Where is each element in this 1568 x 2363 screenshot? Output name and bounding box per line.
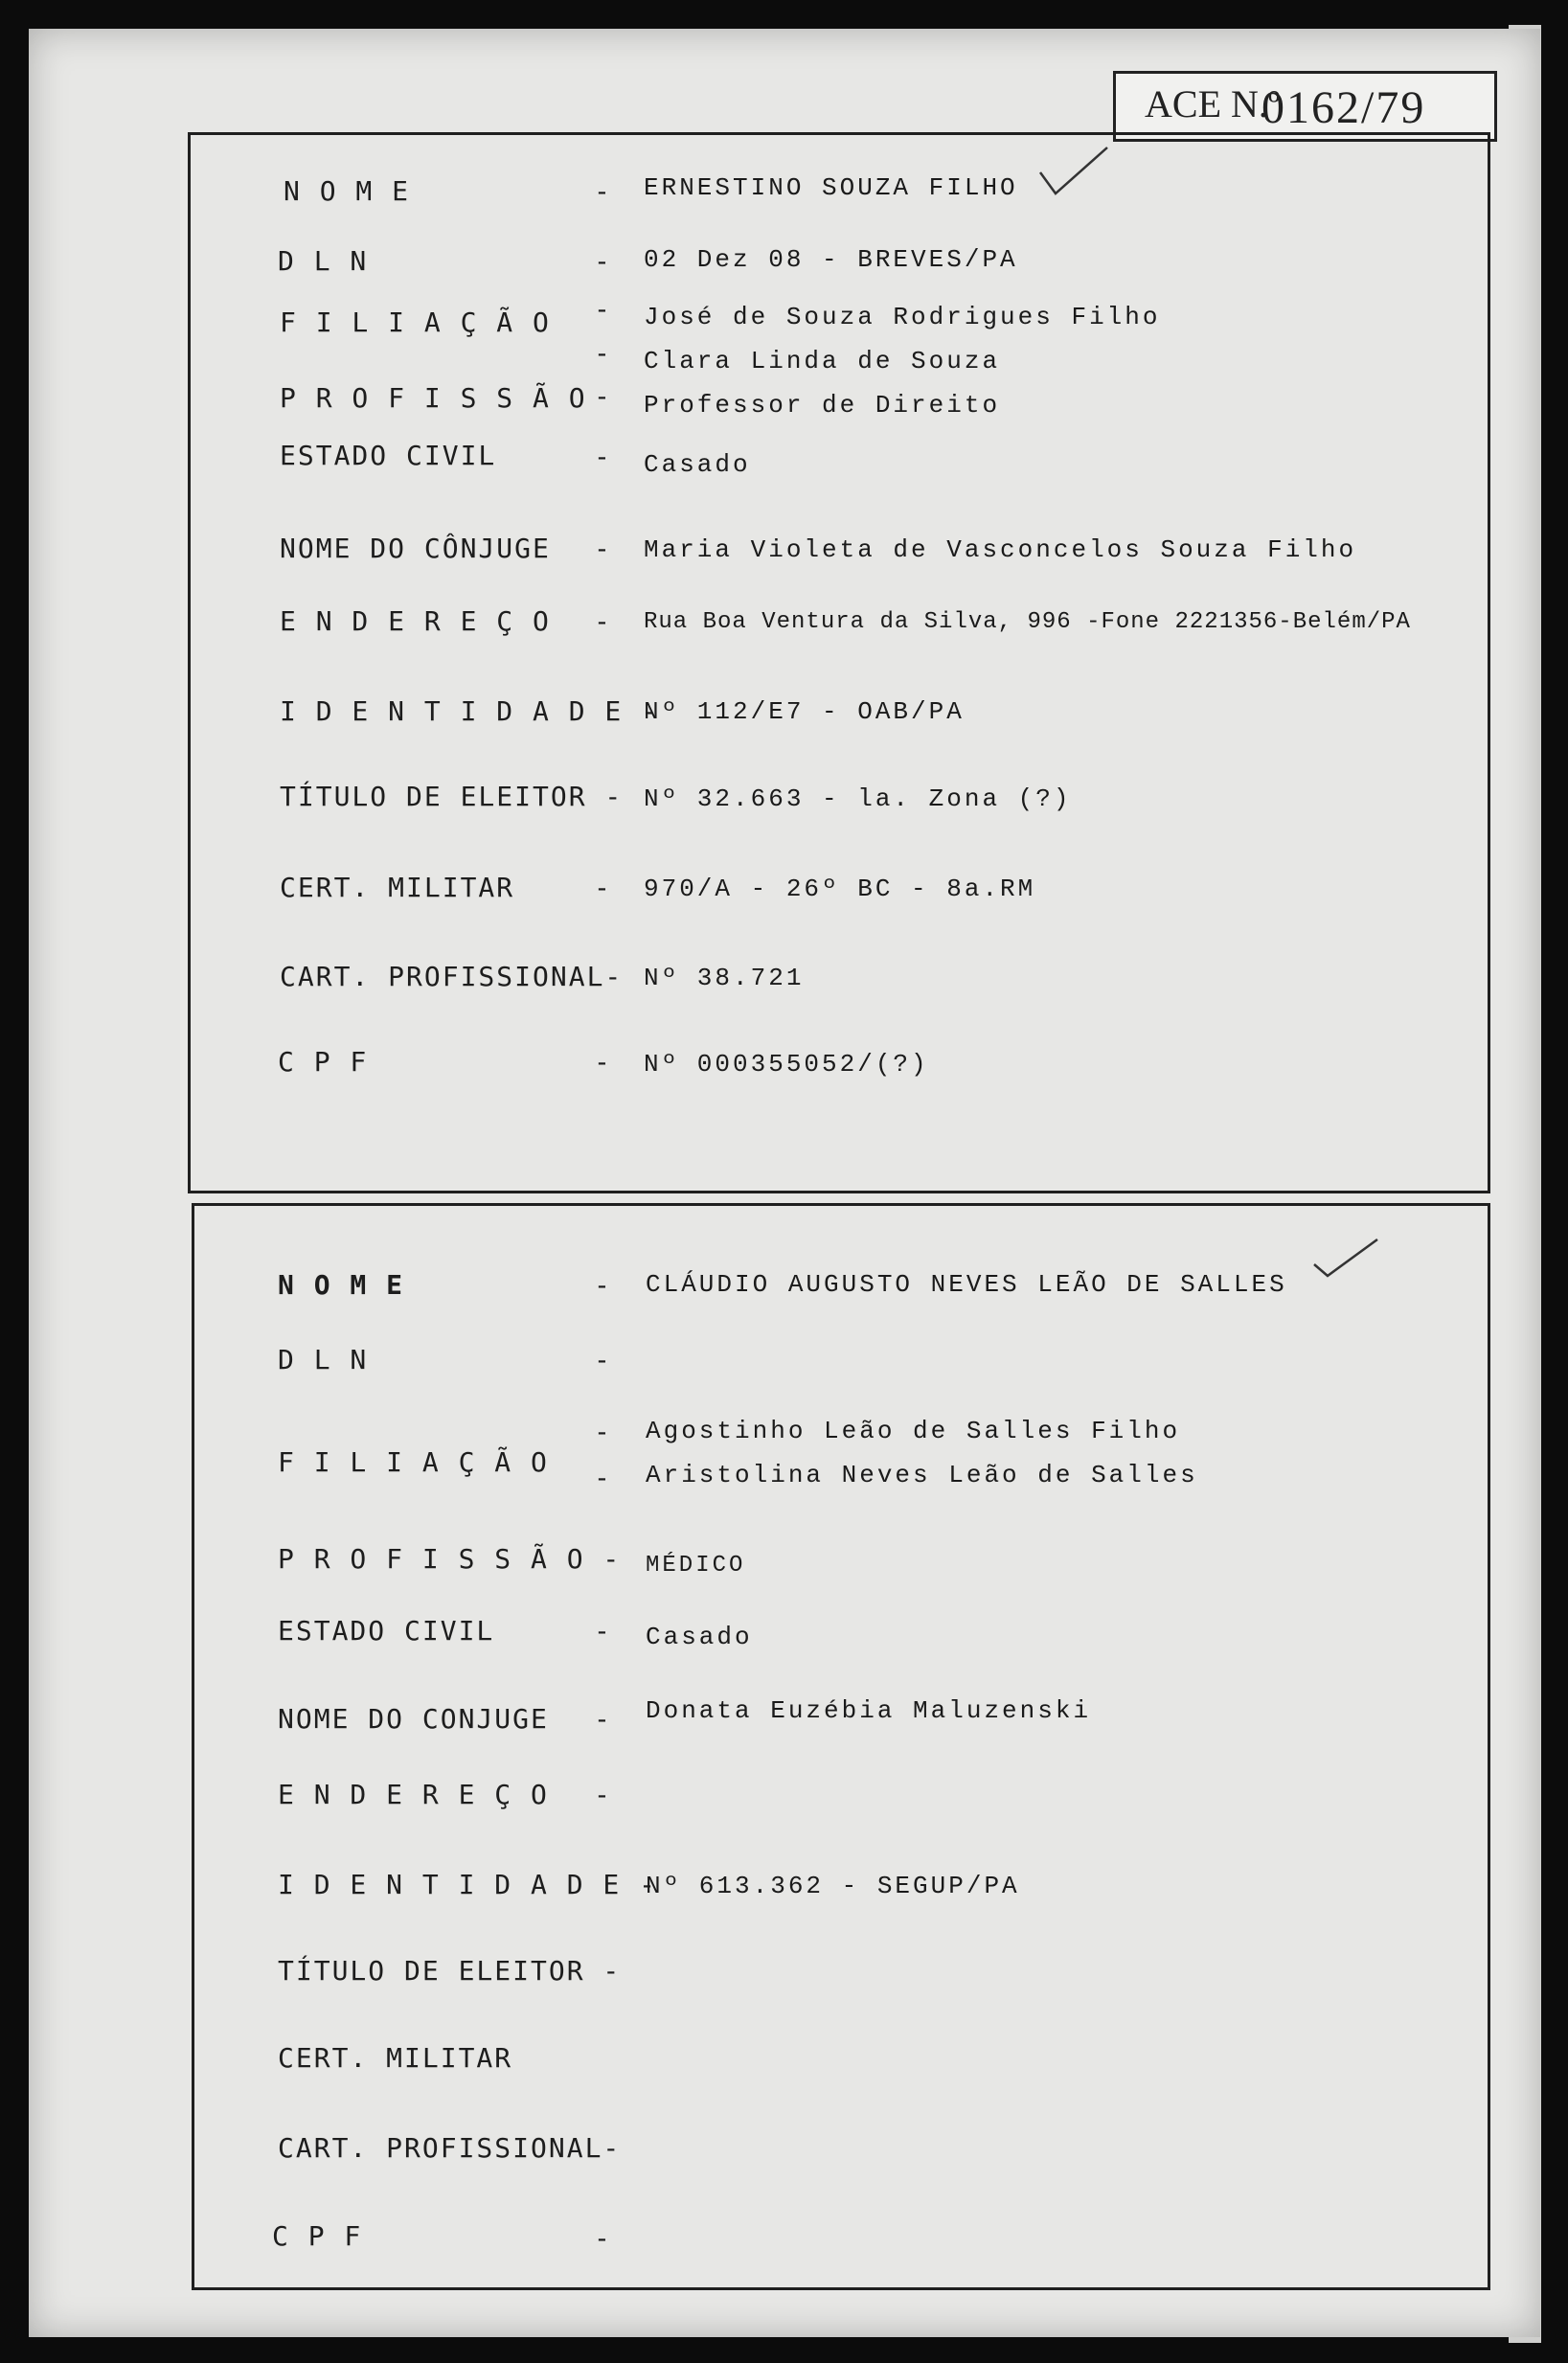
filiacao-value-1: José de Souza Rodrigues Filho	[644, 303, 1161, 331]
record-1-box	[188, 132, 1490, 1193]
ace-number-box	[1113, 71, 1497, 142]
estado-civil-value: Casado	[646, 1623, 753, 1651]
filiacao-label: F I L I A Ç Ã O	[280, 307, 551, 338]
ace-label: ACE N.º	[1145, 82, 1281, 125]
dash: -	[594, 1046, 610, 1078]
cert-militar-label: CERT. MILITAR	[280, 872, 515, 903]
identidade-value: Nº 613.362 - SEGUP/PA	[646, 1872, 1020, 1900]
cert-militar-label: CERT. MILITAR	[278, 2042, 513, 2074]
dash: -	[594, 1269, 610, 1301]
dash: -	[594, 2222, 610, 2254]
estado-civil-label: ESTADO CIVIL	[278, 1615, 495, 1647]
endereco-label: E N D E R E Ç O	[278, 1779, 549, 1810]
filiacao-value-2: Clara Linda de Souza	[644, 347, 1001, 375]
filiacao-value-1: Agostinho Leão de Salles Filho	[646, 1417, 1181, 1445]
filiacao-value-2: Aristolina Neves Leão de Salles	[646, 1461, 1198, 1489]
dash: -	[594, 441, 610, 472]
titulo-value: Nº 32.663 - la. Zona (?)	[644, 784, 1072, 813]
endereco-label: E N D E R E Ç O	[280, 605, 551, 637]
dash: -	[594, 175, 610, 207]
conjuge-label: NOME DO CONJUGE	[278, 1703, 549, 1735]
dash: -	[594, 605, 610, 637]
nome-value: CLÁUDIO AUGUSTO NEVES LEÃO DE SALLES	[646, 1270, 1287, 1299]
dash: -	[594, 245, 610, 277]
conjuge-label: NOME DO CÔNJUGE	[280, 533, 551, 564]
profissao-value: MÉDICO	[646, 1553, 746, 1579]
conjuge-value: Maria Violeta de Vasconcelos Souza Filho	[644, 535, 1357, 564]
cart-profissional-label: CART. PROFISSIONAL-	[280, 961, 624, 992]
cart-profissional-value: Nº 38.721	[644, 964, 805, 992]
dash: -	[594, 1462, 610, 1493]
record-2-box	[192, 1203, 1490, 2290]
estado-civil-value: Casado	[644, 450, 751, 479]
dash: -	[594, 1703, 610, 1735]
profissao-label: P R O F I S S Ã O -	[278, 1543, 622, 1575]
dash: -	[594, 293, 610, 325]
dash: -	[594, 1615, 610, 1647]
cpf-label: C P F	[278, 1046, 369, 1078]
cpf-label: C P F	[272, 2220, 363, 2252]
dash: -	[594, 1344, 610, 1375]
dash: -	[594, 533, 610, 564]
estado-civil-label: ESTADO CIVIL	[280, 440, 497, 471]
titulo-label: TÍTULO DE ELEITOR -	[280, 781, 624, 812]
nome-label: N O M E	[284, 175, 411, 207]
check-mark-icon	[1310, 1236, 1379, 1285]
identidade-label: I D E N T I D A D E -	[278, 1869, 658, 1900]
dash: -	[594, 337, 610, 369]
titulo-label: TÍTULO DE ELEITOR -	[278, 1955, 622, 1987]
filiacao-label: F I L I A Ç Ã O	[278, 1446, 549, 1478]
profissao-label: P R O F I S S Ã O	[280, 382, 587, 414]
check-mark-icon	[1036, 144, 1113, 201]
cpf-value: Nº 000355052/(?)	[644, 1050, 929, 1079]
nome-value: ERNESTINO SOUZA FILHO	[644, 173, 1018, 202]
endereco-value: Rua Boa Ventura da Silva, 996 -Fone 2221356-Belém/PA	[644, 609, 1411, 635]
dash: -	[594, 380, 610, 412]
nome-label: N O M E	[278, 1269, 405, 1301]
dln-label: D L N	[278, 1344, 369, 1375]
dash: -	[594, 872, 610, 903]
dash: -	[594, 1416, 610, 1447]
identidade-value: Nº 112/E7 - OAB/PA	[644, 697, 965, 726]
ace-number: 0162/79	[1261, 82, 1426, 133]
identidade-label: I D E N T I D A D E -	[280, 695, 660, 727]
dln-value: 02 Dez 08 - BREVES/PA	[644, 245, 1018, 274]
profissao-value: Professor de Direito	[644, 391, 1001, 420]
cart-profissional-label: CART. PROFISSIONAL-	[278, 2132, 622, 2164]
conjuge-value: Donata Euzébia Maluzenski	[646, 1696, 1092, 1725]
dash: -	[594, 1779, 610, 1810]
cert-militar-value: 970/A - 26º BC - 8a.RM	[644, 875, 1036, 903]
dln-label: D L N	[278, 245, 369, 277]
